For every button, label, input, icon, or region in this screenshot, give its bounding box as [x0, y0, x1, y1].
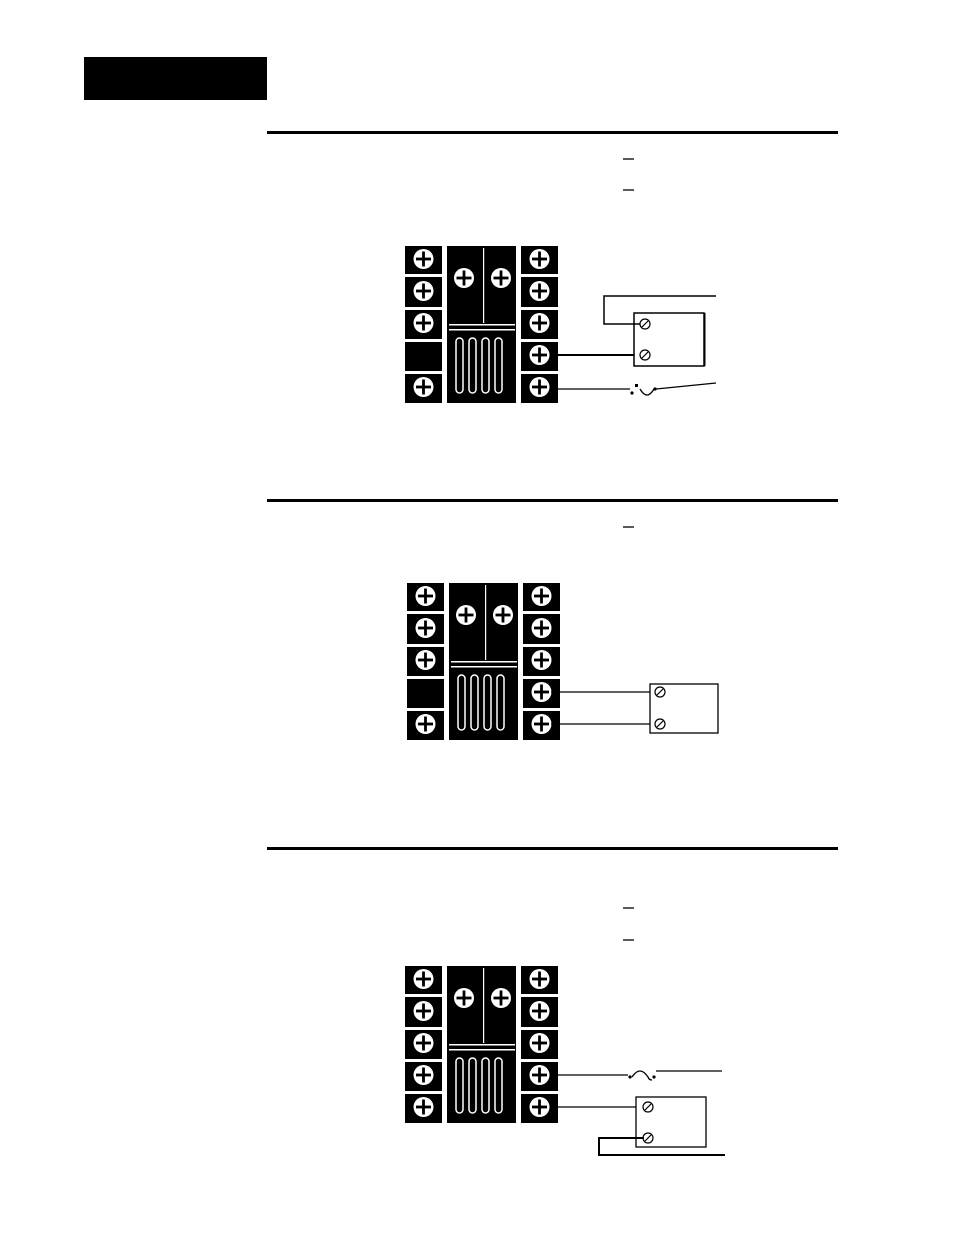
device-box-3: [636, 1097, 706, 1147]
device-box-1: [634, 313, 706, 366]
terminal-block-1: [405, 246, 558, 403]
device-box-2: [650, 684, 718, 733]
section-2-diagram: [407, 583, 718, 740]
device-screw-icon: [643, 1102, 653, 1112]
device-screw-icon: [655, 719, 665, 729]
device-screw-icon: [640, 319, 650, 329]
fuse-icon: [630, 384, 656, 395]
section-1-diagram: [405, 246, 716, 403]
section-3-diagram: [405, 966, 725, 1155]
terminal-block-3: [405, 966, 558, 1123]
underscore-marks: [623, 159, 634, 940]
device-screw-icon: [655, 687, 665, 697]
device-screw-icon: [640, 350, 650, 360]
device-screw-icon: [643, 1133, 653, 1143]
terminal-block-2: [407, 583, 560, 740]
fuse-icon: [628, 1071, 655, 1080]
